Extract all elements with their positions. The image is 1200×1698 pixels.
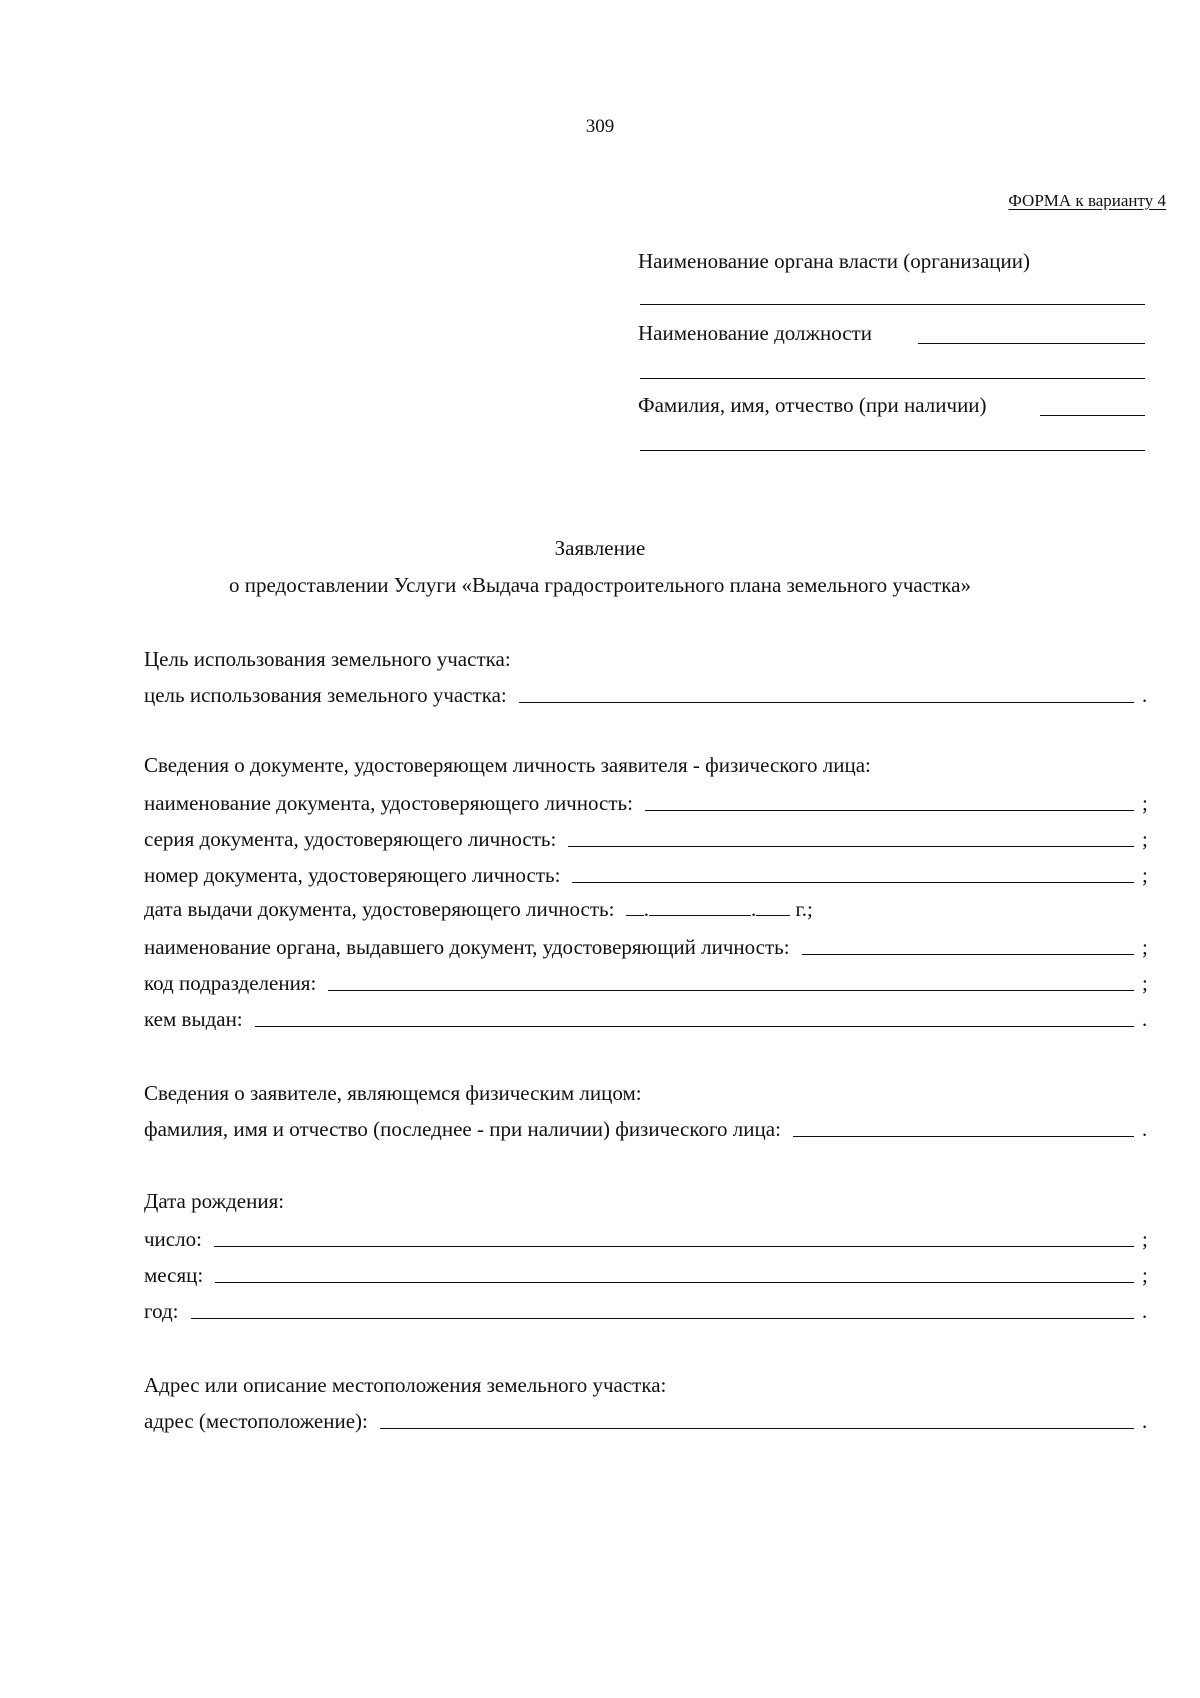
id-doc-series-row: серия документа, удостоверяющего личность: ; — [144, 827, 1148, 851]
id-doc-issue-date-row: дата выдачи документа, удостоверяющего личность: . . г.; — [144, 897, 813, 921]
position-label: Наименование должности — [638, 321, 872, 345]
birth-month-input-line[interactable] — [215, 1281, 1134, 1283]
id-doc-series-input-line[interactable] — [568, 845, 1134, 847]
issue-day-input-line[interactable] — [626, 914, 644, 916]
id-doc-name-input-line[interactable] — [645, 809, 1134, 811]
org-name-label: Наименование органа власти (организации) — [638, 249, 1030, 273]
fio-label: Фамилия, имя, отчество (при наличии) — [638, 393, 987, 417]
purpose-row: цель использования земельного участка: . — [144, 683, 1148, 707]
position-line[interactable] — [918, 343, 1145, 344]
id-doc-number-input-line[interactable] — [572, 881, 1134, 883]
issued-by-input-line[interactable] — [255, 1025, 1134, 1027]
division-code-input-line[interactable] — [328, 989, 1134, 991]
applicant-heading: Сведения о заявителе, являющемся физическим лицом: — [144, 1081, 642, 1105]
purpose-heading: Цель использования земельного участка: — [144, 647, 511, 671]
id-doc-heading: Сведения о документе, удостоверяющем личность заявителя - физического лица: — [144, 753, 871, 777]
page-number: 309 — [585, 116, 615, 137]
document-title: Заявление — [554, 536, 646, 560]
birth-year-input-line[interactable] — [191, 1317, 1134, 1319]
applicant-fio-row: фамилия, имя и отчество (последнее - при наличии) физического лица: . — [144, 1117, 1148, 1141]
form-variant-label: ФОРМА к варианту 4 — [1008, 191, 1166, 210]
issued-by-row: кем выдан: . — [144, 1007, 1148, 1031]
birth-year-row: год: . — [144, 1299, 1148, 1323]
id-doc-name-row: наименование документа, удостоверяющего личность: ; — [144, 791, 1148, 815]
address-heading: Адрес или описание местоположения земельного участка: — [144, 1373, 667, 1397]
birth-day-input-line[interactable] — [214, 1245, 1134, 1247]
fio-line-2[interactable] — [640, 450, 1145, 451]
division-code-row: код подразделения: ; — [144, 971, 1148, 995]
id-doc-number-row: номер документа, удостоверяющего личность: ; — [144, 863, 1148, 887]
address-row: адрес (местоположение): . — [144, 1409, 1148, 1433]
fio-line[interactable] — [1040, 415, 1145, 416]
issue-month-input-line[interactable] — [649, 914, 751, 916]
issue-year-input-line[interactable] — [756, 914, 790, 916]
org-name-line[interactable] — [640, 304, 1145, 305]
id-doc-issuer-input-line[interactable] — [802, 953, 1134, 955]
birth-month-row: месяц: ; — [144, 1263, 1148, 1287]
document-subtitle: о предоставлении Услуги «Выдача градостроительного плана земельного участка» — [229, 573, 971, 597]
applicant-fio-input-line[interactable] — [793, 1135, 1134, 1137]
birth-day-row: число: ; — [144, 1227, 1148, 1251]
purpose-label: цель использования земельного участка: — [144, 683, 507, 707]
purpose-input-line[interactable] — [519, 701, 1134, 703]
position-line-2[interactable] — [640, 378, 1145, 379]
address-input-line[interactable] — [380, 1427, 1134, 1429]
birth-date-heading: Дата рождения: — [144, 1189, 285, 1213]
id-doc-issuer-row: наименование органа, выдавшего документ, удостоверяющий личность: ; — [144, 935, 1148, 959]
